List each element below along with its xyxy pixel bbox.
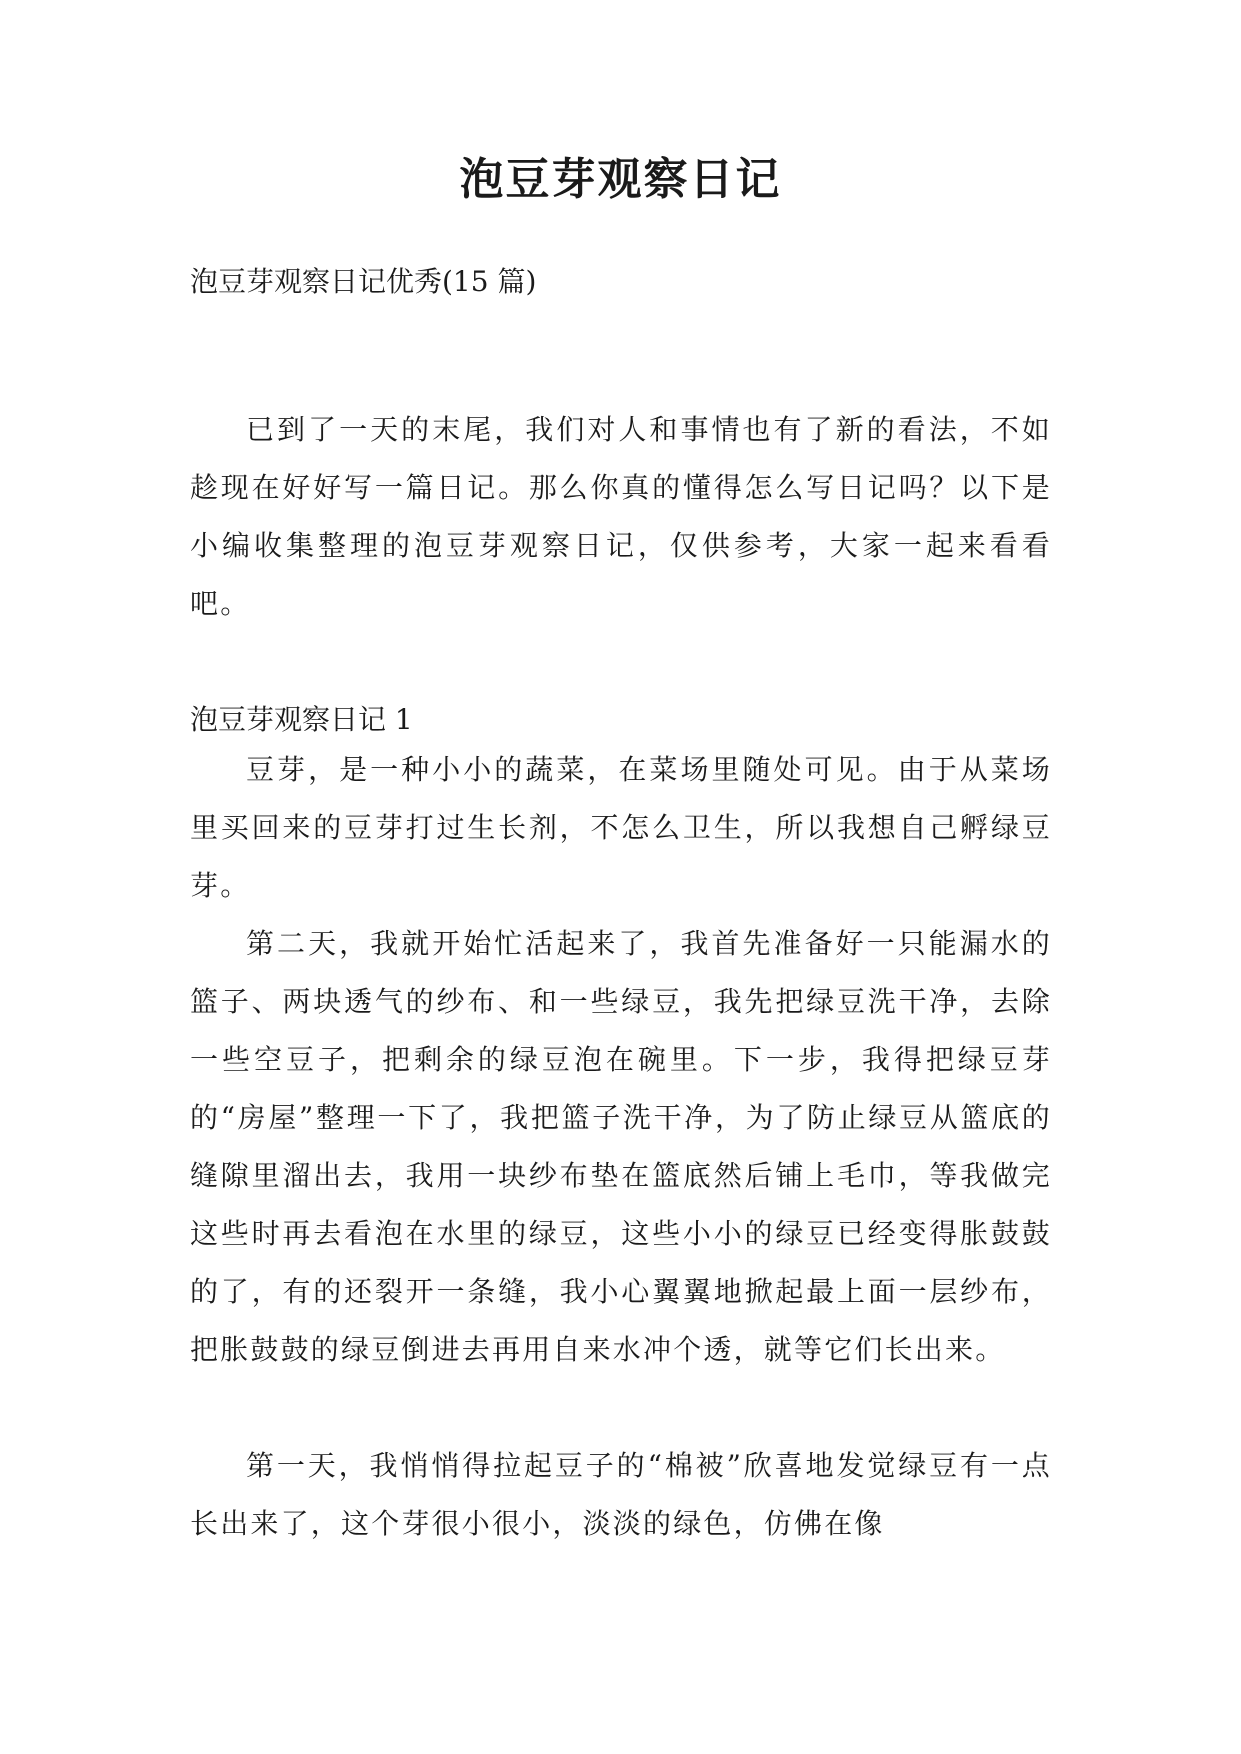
section-heading: 泡豆芽观察日记 1 xyxy=(190,703,413,736)
document-title: 泡豆芽观察日记 xyxy=(459,154,782,205)
body-paragraph: 豆芽，是一种小小的蔬菜，在菜场里随处可见。由于从菜场里买回来的豆芽打过生长剂，不怎么卫生，所以我想自己孵绿豆芽。 xyxy=(190,753,1052,902)
body-paragraph: 第二天，我就开始忙活起来了，我首先准备好一只能漏水的篮子、两块透气的纱布、和一些绿豆，我先把绿豆洗干净，去除一些空豆子，把剩余的绿豆泡在碗里。下一步，我得把绿豆芽的“房屋”整理一下了，我把篮子洗干净，为了防止绿豆从篮底的缝隙里溜出去，我用一块纱布垫在篮底然后铺上毛巾，等我做完这些时再去看泡在水里的绿豆，这些小小的绿豆已经变得胀鼓鼓的了，有的还裂开一条缝，我小心翼翼地掀起最上面一层纱布，把胀鼓鼓的绿豆倒进去再用自来水冲个透，就等它们长出来。 xyxy=(190,927,1052,1366)
body-paragraph: 第一天，我悄悄得拉起豆子的“棉被”欣喜地发觉绿豆有一点长出来了，这个芽很小很小，淡淡的绿色，仿佛在像 xyxy=(190,1449,1052,1540)
intro-paragraph: 已到了一天的末尾，我们对人和事情也有了新的看法，不如趁现在好好写一篇日记。那么你真的懂得怎么写日记吗？以下是小编收集整理的泡豆芽观察日记，仅供参考，大家一起来看看吧。 xyxy=(190,413,1052,620)
document-subtitle: 泡豆芽观察日记优秀(15 篇) xyxy=(190,265,537,298)
